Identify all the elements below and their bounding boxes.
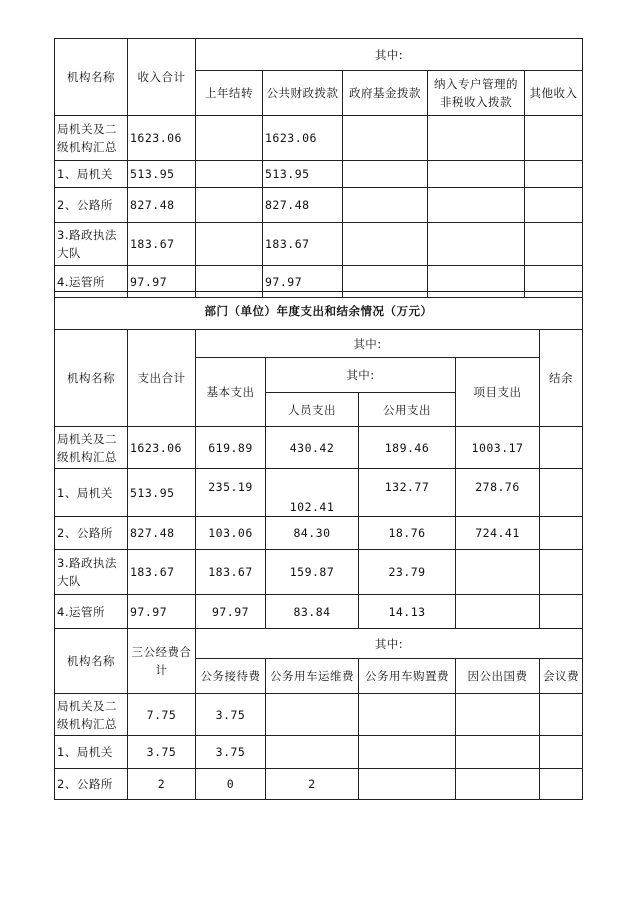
header-of-which: 其中: xyxy=(196,629,583,659)
header-other-income: 其他收入 xyxy=(525,71,583,116)
table-row xyxy=(55,161,583,188)
project-expense-value: 278.76 xyxy=(475,479,520,494)
meeting xyxy=(540,736,583,769)
header-of-which: 其中: xyxy=(196,39,583,71)
basic-expense: 183.67 xyxy=(196,550,266,595)
org-name: 局机关及二级机构汇总 xyxy=(55,427,128,469)
vehicle-operation xyxy=(266,694,359,736)
table-row xyxy=(55,769,583,800)
org-name: 2、公路所 xyxy=(55,769,128,800)
org-name: 4.运管所 xyxy=(55,266,128,298)
three-public-total: 3.75 xyxy=(128,736,196,769)
meeting xyxy=(540,769,583,800)
header-gov-fund: 政府基金拨款 xyxy=(343,71,428,116)
income-total: 97.97 xyxy=(128,266,196,298)
project-expense: 1003.17 xyxy=(456,427,540,469)
overseas-travel xyxy=(456,694,540,736)
header-expense-total: 支出合计 xyxy=(128,330,196,427)
staff-expense: 84.30 xyxy=(266,517,359,550)
table-row xyxy=(55,469,583,517)
prior-carryover xyxy=(196,116,263,161)
staff-expense: 83.84 xyxy=(266,595,359,629)
table-row xyxy=(55,188,583,223)
public-finance: 97.97 xyxy=(263,266,343,298)
table-row xyxy=(55,736,583,769)
three-public-total: 7.75 xyxy=(128,694,196,736)
nontax xyxy=(428,116,525,161)
table-row xyxy=(55,694,583,736)
staff-expense: 159.87 xyxy=(266,550,359,595)
public-expense: 189.46 xyxy=(359,427,456,469)
header-prior-carryover: 上年结转 xyxy=(196,71,263,116)
table-row xyxy=(55,223,583,266)
header-org-name: 机构名称 xyxy=(55,629,128,694)
balance xyxy=(540,517,583,550)
header-vehicle-purchase: 公务用车购置费 xyxy=(359,659,456,694)
three-public-total: 2 xyxy=(128,769,196,800)
header-vehicle-operation: 公务用车运维费 xyxy=(266,659,359,694)
expense-total: 1623.06 xyxy=(128,427,196,469)
header-of-which: 其中: xyxy=(196,330,540,358)
public-finance: 513.95 xyxy=(263,161,343,188)
balance xyxy=(540,550,583,595)
header-reception: 公务接待费 xyxy=(196,659,266,694)
reception: 3.75 xyxy=(196,694,266,736)
vehicle-purchase xyxy=(359,736,456,769)
expense-total: 513.95 xyxy=(128,469,196,517)
reception: 0 xyxy=(196,769,266,800)
header-public-expense: 公用支出 xyxy=(359,393,456,427)
org-name: 4.运管所 xyxy=(55,595,128,629)
public-expense: 14.13 xyxy=(359,595,456,629)
expense-total: 183.67 xyxy=(128,550,196,595)
nontax xyxy=(428,223,525,266)
vehicle-operation xyxy=(266,736,359,769)
vehicle-purchase xyxy=(359,769,456,800)
other-income xyxy=(525,116,583,161)
staff-expense-value: 102.41 xyxy=(289,499,335,514)
nontax xyxy=(428,161,525,188)
table-row xyxy=(55,517,583,550)
income-total: 183.67 xyxy=(128,223,196,266)
org-name: 2、公路所 xyxy=(55,517,128,550)
income-table xyxy=(54,38,583,298)
header-org-name: 机构名称 xyxy=(55,330,128,427)
balance xyxy=(540,595,583,629)
public-finance: 1623.06 xyxy=(263,116,343,161)
org-name: 3.路政执法大队 xyxy=(55,223,128,266)
org-name: 3.路政执法大队 xyxy=(55,550,128,595)
org-name: 1、局机关 xyxy=(55,469,128,517)
basic-expense: 97.97 xyxy=(196,595,266,629)
three-public-expenses-table xyxy=(54,628,583,800)
basic-expense-value: 235.19 xyxy=(208,479,253,494)
gov-fund xyxy=(343,188,428,223)
header-public-finance: 公共财政拨款 xyxy=(263,71,343,116)
overseas-travel xyxy=(456,736,540,769)
header-of-which-basic: 其中: xyxy=(266,358,456,393)
other-income xyxy=(525,223,583,266)
gov-fund xyxy=(343,223,428,266)
staff-expense xyxy=(266,469,359,517)
section-title: 部门（单位）年度支出和结余情况（万元） xyxy=(55,292,583,330)
project-expense: 724.41 xyxy=(456,517,540,550)
header-meeting: 会议费 xyxy=(540,659,583,694)
expense-total: 827.48 xyxy=(128,517,196,550)
overseas-travel xyxy=(456,769,540,800)
header-overseas-travel: 因公出国费 xyxy=(456,659,540,694)
balance xyxy=(540,427,583,469)
public-finance: 183.67 xyxy=(263,223,343,266)
basic-expense: 619.89 xyxy=(196,427,266,469)
basic-expense: 103.06 xyxy=(196,517,266,550)
staff-expense: 430.42 xyxy=(266,427,359,469)
table-row xyxy=(55,427,583,469)
table-row xyxy=(55,595,583,629)
org-name: 局机关及二级机构汇总 xyxy=(55,694,128,736)
header-staff-expense: 人员支出 xyxy=(266,393,359,427)
header-three-public-total: 三公经费合计 xyxy=(128,629,196,694)
header-basic-expense: 基本支出 xyxy=(196,358,266,427)
public-finance: 827.48 xyxy=(263,188,343,223)
income-total: 827.48 xyxy=(128,188,196,223)
project-expense xyxy=(456,469,540,517)
table-row xyxy=(55,116,583,161)
public-expense: 18.76 xyxy=(359,517,456,550)
income-total: 513.95 xyxy=(128,161,196,188)
public-expense xyxy=(359,469,456,517)
header-org-name: 机构名称 xyxy=(55,39,128,116)
other-income xyxy=(525,161,583,188)
prior-carryover xyxy=(196,161,263,188)
public-expense: 23.79 xyxy=(359,550,456,595)
org-name: 1、局机关 xyxy=(55,736,128,769)
vehicle-purchase xyxy=(359,694,456,736)
project-expense xyxy=(456,595,540,629)
header-balance: 结余 xyxy=(540,330,583,427)
gov-fund xyxy=(343,161,428,188)
header-project-expense: 项目支出 xyxy=(456,358,540,427)
public-expense-value: 132.77 xyxy=(384,479,430,494)
income-total: 1623.06 xyxy=(128,116,196,161)
prior-carryover xyxy=(196,188,263,223)
header-income-total: 收入合计 xyxy=(128,39,196,116)
expense-total: 97.97 xyxy=(128,595,196,629)
org-name: 1、局机关 xyxy=(55,161,128,188)
table-row xyxy=(55,550,583,595)
balance xyxy=(540,469,583,517)
meeting xyxy=(540,694,583,736)
gov-fund xyxy=(343,116,428,161)
project-expense xyxy=(456,550,540,595)
other-income xyxy=(525,188,583,223)
nontax xyxy=(428,188,525,223)
reception: 3.75 xyxy=(196,736,266,769)
org-name: 局机关及二级机构汇总 xyxy=(55,116,128,161)
header-nontax: 纳入专户管理的非税收入拨款 xyxy=(428,71,525,116)
prior-carryover xyxy=(196,223,263,266)
expenditure-table xyxy=(54,291,583,629)
org-name: 2、公路所 xyxy=(55,188,128,223)
vehicle-operation: 2 xyxy=(266,769,359,800)
basic-expense xyxy=(196,469,266,517)
